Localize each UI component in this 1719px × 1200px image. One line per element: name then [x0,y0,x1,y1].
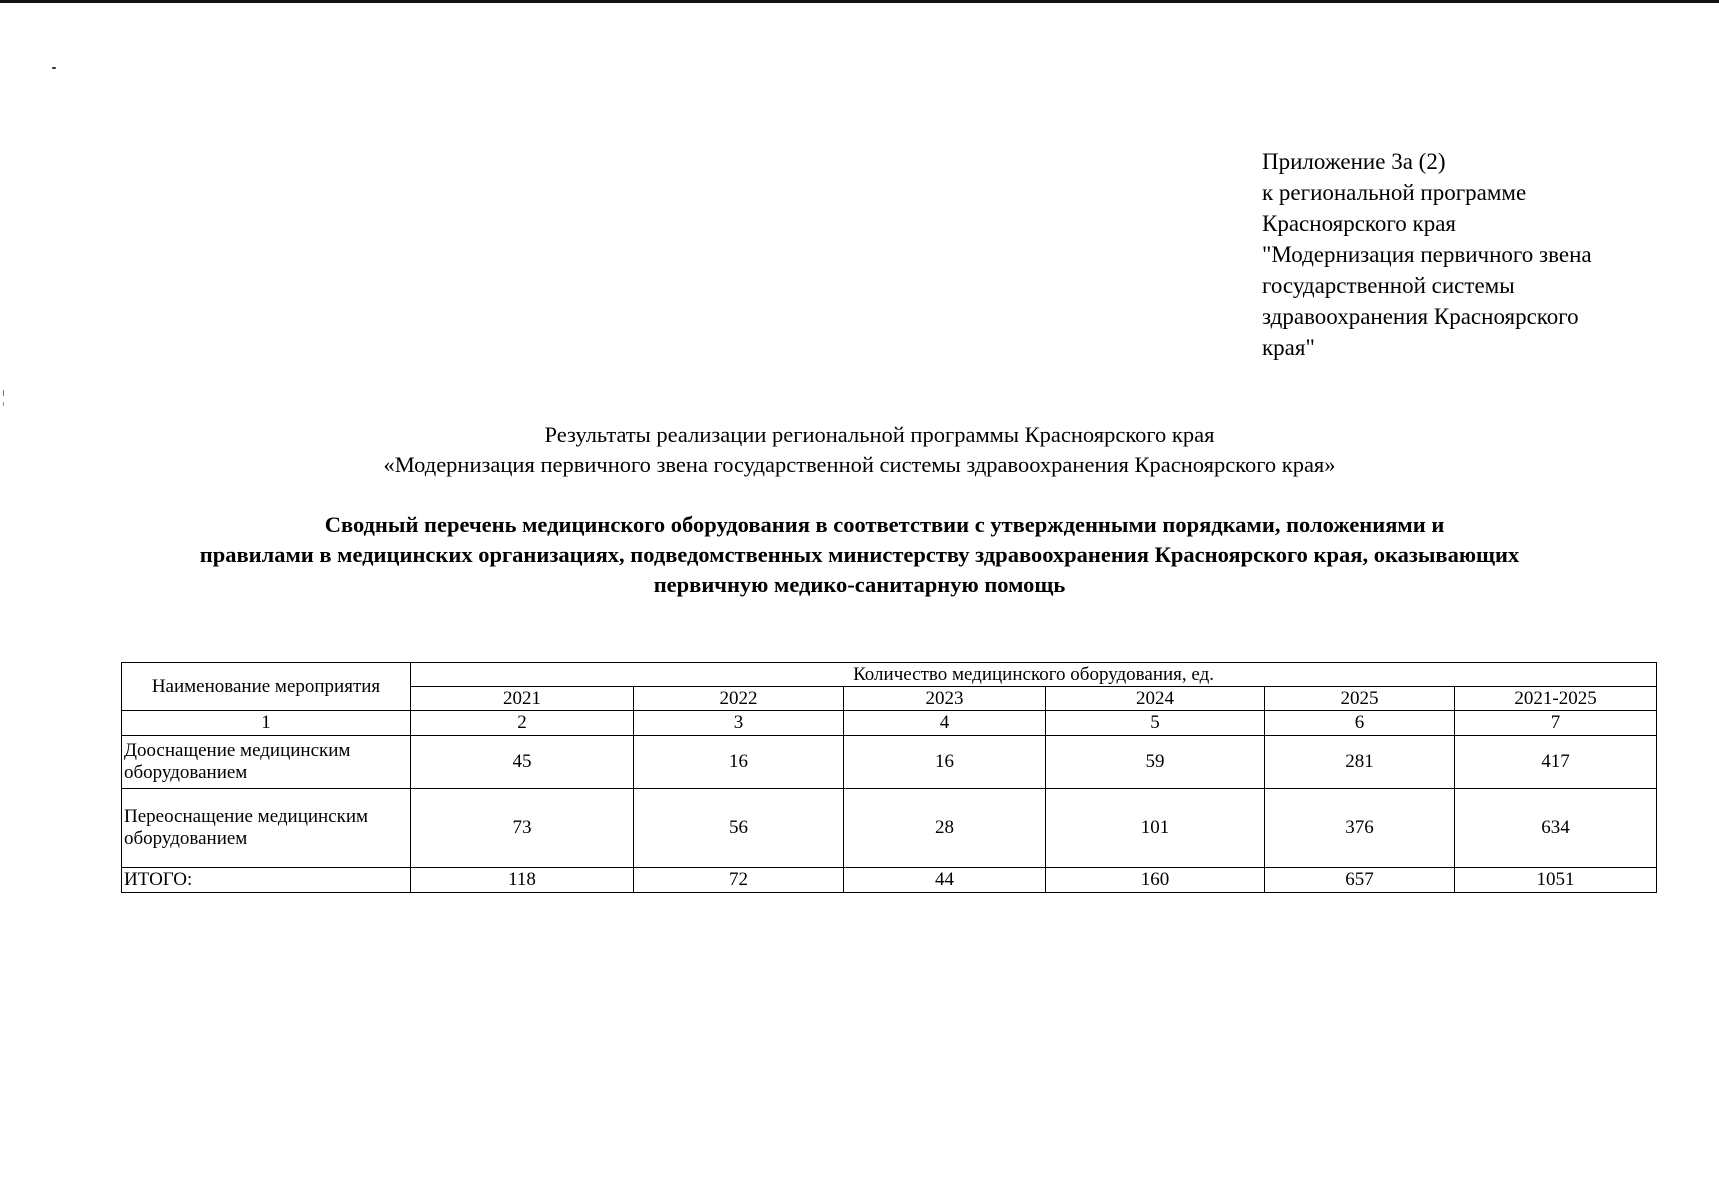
total-value-cell: 160 [1046,868,1265,893]
value-cell: 73 [411,789,634,868]
header-cell-year: 2021-2025 [1455,687,1657,711]
results-heading [0,420,1719,480]
results-heading-line: Результаты реализации региональной программы Красноярского края [544,422,1215,447]
header-cell-year: 2024 [1046,687,1265,711]
appendix-line: Приложение 3а (2) [1262,149,1446,174]
value-cell: 59 [1046,736,1265,789]
appendix-line: "Модернизация первичного звена [1262,242,1592,267]
column-number-cell: 7 [1455,711,1657,736]
equipment-table [121,662,1657,893]
header-cell-group: Количество медицинского оборудования, ед. [411,663,1657,687]
row-name-line: оборудованием [124,762,248,783]
document-title [0,510,1719,600]
value-cell: 56 [634,789,844,868]
scan-mark [3,402,4,406]
header-cell-year: 2022 [634,687,844,711]
appendix-line: Красноярского края [1262,211,1456,236]
document-title-line: Сводный перечень медицинского оборудования в соответствии с утвержденными порядками, положениями и [324,512,1445,537]
table-row [122,789,1657,868]
appendix-line: здравоохранения Красноярского [1262,304,1579,329]
table-header-row [122,663,1657,687]
column-number-cell: 1 [122,711,411,736]
table-row [122,736,1657,789]
document-title-line: правилами в медицинских организациях, подведомственных министерству здравоохранения Красноярского края, оказывающих [199,542,1520,567]
row-name-line: Переоснащение медицинским [124,806,369,827]
value-cell: 16 [634,736,844,789]
value-cell: 417 [1455,736,1657,789]
column-number-cell: 3 [634,711,844,736]
top-border-line [0,0,1719,3]
appendix-line: государственной системы [1262,273,1515,298]
appendix-line: к региональной программе [1262,180,1527,205]
scan-mark [52,67,56,69]
value-cell: 16 [844,736,1046,789]
column-number-cell: 2 [411,711,634,736]
value-cell: 281 [1265,736,1455,789]
column-number-cell: 6 [1265,711,1455,736]
header-cell-year: 2023 [844,687,1046,711]
row-name-line: Дооснащение медицинским [124,740,351,761]
total-value-cell: 657 [1265,868,1455,893]
total-value-cell: 44 [844,868,1046,893]
appendix-line: края" [1262,335,1315,360]
column-number-cell: 5 [1046,711,1265,736]
value-cell: 376 [1265,789,1455,868]
header-cell-year: 2021 [411,687,634,711]
total-row [122,868,1657,893]
total-value-cell: 1051 [1455,868,1657,893]
appendix-note [1262,146,1682,363]
results-heading-line: «Модернизация первичного звена государственной системы здравоохранения Красноярского края» [383,452,1336,477]
total-value-cell: 118 [411,868,634,893]
column-number-row [122,711,1657,736]
row-name-cell [122,789,411,868]
total-label-cell: ИТОГО: [122,868,411,893]
value-cell: 634 [1455,789,1657,868]
value-cell: 101 [1046,789,1265,868]
header-cell-year: 2025 [1265,687,1455,711]
column-number-cell: 4 [844,711,1046,736]
header-cell-name: Наименование мероприятия [122,663,411,711]
scan-mark [3,390,4,396]
document-title-line: первичную медико-санитарную помощь [653,572,1066,597]
row-name-line: оборудованием [124,828,248,849]
value-cell: 28 [844,789,1046,868]
value-cell: 45 [411,736,634,789]
row-name-cell [122,736,411,789]
total-value-cell: 72 [634,868,844,893]
